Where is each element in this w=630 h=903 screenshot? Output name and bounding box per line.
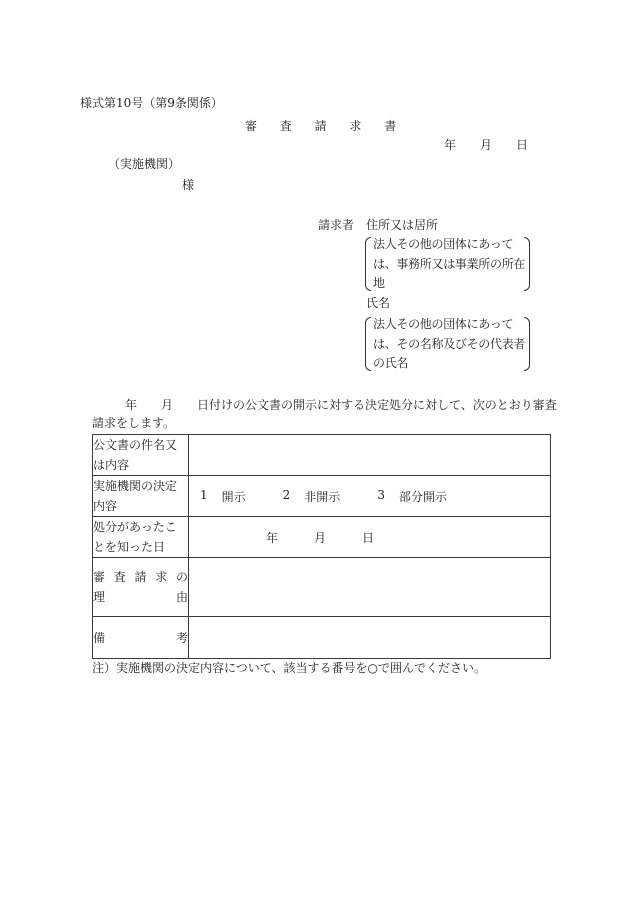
table-row-remarks	[93, 617, 551, 659]
address-note-line-1: 法人その他の団体にあって	[373, 237, 514, 251]
justified-char: 審	[93, 570, 106, 584]
right-bracket	[524, 237, 530, 291]
table-row-document-subject	[93, 435, 551, 476]
known-date-label-cell	[93, 517, 189, 558]
table-row-known-date	[93, 517, 551, 558]
name-note-line-3: の氏名	[373, 356, 409, 370]
recipient-honorific: 様	[182, 178, 195, 192]
left-bracket	[365, 317, 371, 371]
justified-char: 備	[93, 630, 106, 645]
submission-date: 年 月 日	[444, 138, 529, 152]
requester-label: 請求者	[318, 218, 355, 232]
body-text-line-2: 請求をします。	[92, 416, 176, 430]
justified-char: の	[175, 570, 188, 584]
left-bracket	[365, 237, 371, 291]
decision-label-line-2: 内容	[93, 499, 118, 513]
recipient-organization: （実施機関）	[108, 157, 181, 171]
address-note-bracket	[365, 235, 530, 293]
reason-label-line-1	[93, 567, 188, 587]
document-subject-label-line-2: は内容	[93, 458, 130, 472]
option-label: 部分開示	[398, 489, 447, 504]
right-bracket	[524, 317, 530, 371]
name-note	[373, 315, 525, 374]
option-label: 開示	[221, 489, 246, 504]
document-title: 審 査 請 求 書	[245, 119, 402, 133]
option-number: 3	[377, 487, 385, 502]
address-note	[373, 235, 525, 294]
decision-options	[189, 488, 550, 505]
decision-value-cell	[189, 476, 551, 517]
form-number: 様式第10号（第9条関係）	[80, 96, 223, 110]
known-date-label-line-2: とを知った日	[93, 540, 166, 554]
document-subject-label-line-1: 公文書の件名又	[93, 438, 178, 452]
remarks-value-cell	[189, 617, 551, 659]
body-text-line-1: 年 月 日付けの公文書の開示に対する決定処分に対して、次のとおり審査	[125, 398, 557, 412]
decision-option-non-disclose	[283, 488, 341, 505]
justified-char: 査	[113, 570, 126, 584]
name-label: 氏名	[366, 296, 391, 310]
document-subject-value-cell	[189, 435, 551, 476]
known-date-value: 年 月 日	[266, 530, 375, 545]
address-label: 住所又は居所	[366, 218, 439, 232]
remarks-label	[93, 628, 188, 648]
name-note-line-1: 法人その他の団体にあって	[373, 317, 514, 331]
reason-value-cell	[189, 558, 551, 617]
address-note-line-2: は、事務所又は事業所の所在	[373, 256, 526, 271]
decision-label-cell	[93, 476, 189, 517]
table-row-decision	[93, 476, 551, 517]
reason-label-line-2	[93, 587, 188, 607]
reason-label-cell	[93, 558, 189, 617]
name-note-bracket	[365, 315, 530, 373]
name-note-line-2: は、その名称及びその代表者	[373, 336, 526, 351]
footnote: 注）実施機関の決定内容について、該当する番号を○で囲んでください。	[92, 661, 486, 675]
justified-char: 求	[155, 570, 168, 584]
justified-char: 考	[175, 630, 188, 645]
justified-char: 請	[134, 570, 147, 584]
decision-option-disclose	[200, 488, 246, 505]
option-number: 2	[282, 487, 291, 502]
decision-option-partial-disclose	[377, 488, 447, 505]
request-table	[92, 434, 551, 659]
known-date-label-line-1: 処分があったこ	[93, 520, 177, 534]
document-subject-label-cell	[93, 435, 189, 476]
justified-char: 由	[175, 590, 188, 604]
decision-label-line-1: 実施機関の決定	[93, 479, 178, 493]
option-number: 1	[200, 487, 208, 502]
option-label: 非開示	[304, 489, 341, 504]
justified-char: 理	[93, 590, 106, 604]
remarks-label-cell	[93, 617, 189, 659]
address-note-line-3: 地	[373, 276, 385, 290]
known-date-value-cell	[189, 517, 551, 558]
table-row-reason	[93, 558, 551, 617]
